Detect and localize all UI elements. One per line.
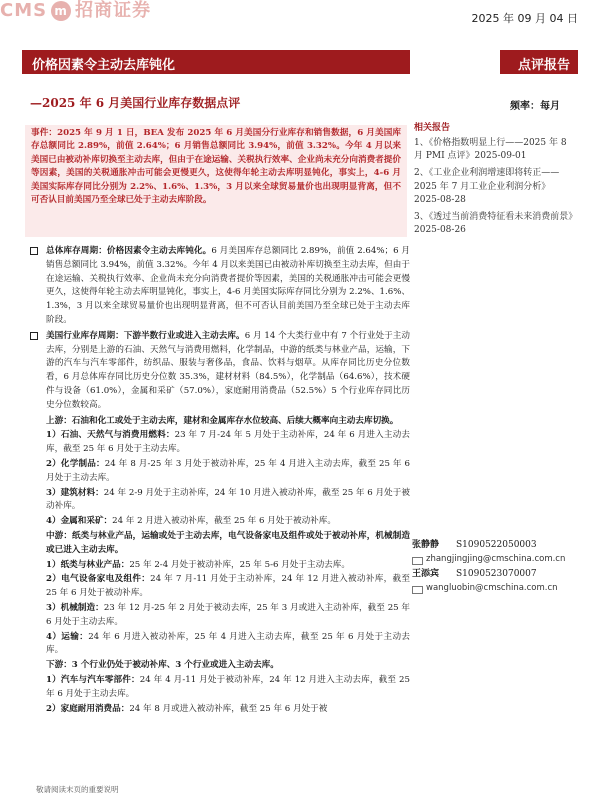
list-item: 1）石油、天然气与消费用燃料：23 年 7 月-24 年 5 月处于主动补库，24 年 6 月进入主动去库，截至 25 年 6 月处于主动去库。	[46, 430, 410, 455]
section-lead: 美国行业库存周期：下游半数行业或进入主动去库。	[46, 330, 245, 341]
list-item: 3）建筑材料：24 年 2-9 月处于主动补库，24 年 10 月进入被动补库，截至 25 年 6 月处于被动补库。	[46, 487, 410, 512]
related-report-link[interactable]: 3、《透过当前消费特征看未来消费前景》2025-08-26	[414, 212, 573, 236]
related-reports	[414, 137, 576, 241]
checkbox-bullet-icon	[30, 332, 38, 340]
analyst-1	[412, 537, 580, 564]
mail-icon	[412, 557, 423, 565]
related-report-link[interactable]: 2、《工业企业利润增速即将转正——2025 年 7 月工业企业利润分析》2025-08-28	[414, 168, 560, 205]
frequency: 频率：每月	[510, 101, 560, 112]
list-item: 4）运输：24 年 6 月进入被动补库，25 年 4 月进入主动去库，截至 25 年 6 月处于主动去库。	[46, 631, 411, 656]
list-item: 3）机械制造：23 年 12 月-25 年 2 月处于被动去库，25 年 3 月或进入主动补库，截至 25 年 6 月处于主动去库。	[46, 602, 410, 627]
subtitle: —2025 年 6 月美国行业库存数据点评	[30, 96, 241, 110]
report-type-bar	[500, 50, 578, 74]
report-date: 2025 年 09 月 04 日	[471, 12, 578, 25]
list-item: 1）纸类与林业产品：25 年 2-4 月处于被动补库，25 年 5-6 月处于主动去库。	[46, 559, 350, 570]
logo-text: CMS	[0, 0, 48, 21]
list-item: 4）金属和采矿：24 年 2 月进入被动补库，截至 25 年 6 月处于被动补库。	[46, 516, 336, 527]
list-item: 1）汽车与汽车零部件：24 年 4 月-11 月处于被动补库，24 年 12 月进入主动去库，截至 25 年 6 月处于主动去库。	[46, 674, 410, 699]
analyst-2	[412, 566, 580, 593]
analyst-email[interactable]: wangluobin@cmschina.com.cn	[412, 583, 580, 593]
analyst-name: 张静静	[412, 540, 440, 550]
related-reports-heading: 相关报告	[414, 123, 451, 133]
downstream-lead: 下游：3 个行业仍处于被动补库、3 个行业或进入主动去库。	[46, 660, 279, 671]
analyst-cert: S1090522050003	[456, 540, 537, 550]
section-lead: 总体库存周期：价格因素令主动去库钝化。	[46, 246, 212, 256]
section-overall	[30, 245, 410, 328]
main-content	[30, 245, 410, 717]
company-logo	[0, 0, 210, 22]
footer-note: 敬请阅读末页的重要说明	[36, 785, 119, 794]
checkbox-bullet-icon	[30, 247, 38, 255]
logo-cn: 招商证券	[75, 0, 152, 21]
related-report-link[interactable]: 1、《价格指数明显上行——2025 年 8 月 PMI 点评》2025-09-01	[414, 138, 567, 162]
page-title: 价格因素令主动去库钝化	[32, 58, 176, 73]
list-item: 2）化学制品：24 年 8 月-25 年 3 月处于被动补库，25 年 4 月进入主动去库，截至 25 年 6 月处于主动去库。	[46, 458, 410, 483]
title-bar	[22, 50, 410, 74]
event-box	[25, 125, 407, 237]
midstream-lead: 中游：纸类与林业产品，运输或处于主动去库，电气设备家电及组件或处于被动补库，机械制造或已进入主动去库。	[46, 530, 410, 555]
analyst-cert: S1090523070007	[456, 569, 537, 579]
event-text: 事件：2025 年 9 月 1 日，BEA 发布 2025 年 6 月美国分行业库存和销售数据，6 月美国库存总额同比 2.89%，前值 2.64%；6 月销售总额同比 3.94%，前值 3.32%。今年 4 月以来美国已由被动补库切换至主动去库，但由于在途运输、关税执行效率、企业尚未充分向消费者提价等因素，美国的关税通胀冲击可能会更慢更久，这使得年轮主动去库明显钝化，事实上，4-6 月美国实际库存同比分别为 2.2%、1.6%、1.3%，3 月以来全球贸易量价也出现明显背离，但不可否认目前美国乃至全球已处于主动去库阶段。	[31, 128, 401, 206]
analyst-name: 王添宾	[412, 569, 440, 579]
logo-badge-icon: m	[51, 1, 71, 21]
section-text: 6 月 14 个大类行业中有 7 个行业处于主动去库，分别是上游的石油、天然气与消费用燃料，化学制品，中游的纸类与林业产品，运输，下游的汽车与汽车零部件，纺织品、服装与奢侈品，食品、饮料与烟草。从库存同比历史分位数看，6 月总体库存同比历史分位数 35.3%，建材材料（84.5%），化学制品（64.6%），技术硬件与设备（61.0%），金属和采矿（57.0%），家庭耐用消费品（52.5%）5 个行业库存同比历史分位数较高。	[46, 330, 410, 410]
list-item: 2）电气设备家电及组件：24 年 7 月-11 月处于主动补库，24 年 12 月进入被动补库，截至 25 年 6 月处于被动补库。	[46, 574, 410, 599]
list-item: 2）家庭耐用消费品：24 年 8 月或进入被动补库，截至 25 年 6 月处于被	[46, 703, 328, 714]
analyst-email[interactable]: zhangjingjing@cmschina.com.cn	[412, 554, 580, 564]
mail-icon	[412, 586, 423, 594]
report-type: 点评报告	[517, 58, 570, 73]
section-industry	[30, 330, 410, 413]
section-text: 6 月美国库存总额同比 2.89%，前值 2.64%；6 月销售总额同比 3.94%，前值 3.32%。今年 4 月以来美国已由被动补库切换至主动去库，但由于在途运输、关税执行效率、企业尚未充分向消费者提价等因素，美国的关税通胀冲击可能会更慢更久，这使得年轮主动去库明显钝化，事实上，4-6 月美国实际库存同比分别为 2.2%、1.6%、1.3%，3 月以来全球贸易量价也出现明显背离，但不可否认目前美国乃至全球已处于主动去库阶段。	[46, 246, 410, 325]
upstream-lead: 上游：石油和化工或处于主动去库，建材和金属库存水位较高、后续大概率向主动去库切换。	[46, 415, 399, 426]
